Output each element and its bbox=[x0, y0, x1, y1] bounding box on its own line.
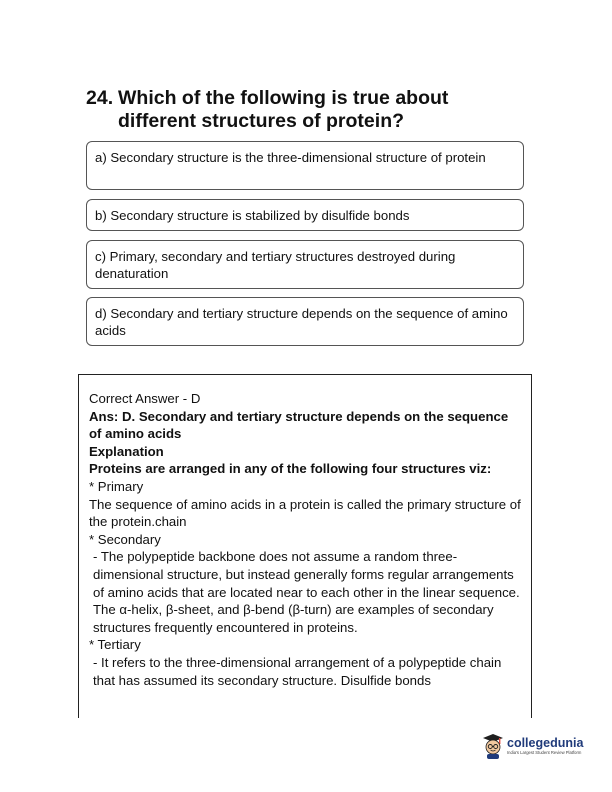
question-number: 24. bbox=[86, 87, 114, 109]
logo-tagline: India's Largest Student Review Platform bbox=[507, 750, 582, 755]
option-b-text: b) Secondary structure is stabilized by disulfide bonds bbox=[95, 208, 410, 223]
tertiary-heading: * Tertiary bbox=[89, 637, 141, 653]
option-d[interactable] bbox=[86, 297, 524, 346]
explanation-intro: Proteins are arranged in any of the following four structures viz: bbox=[89, 461, 492, 477]
option-c[interactable] bbox=[86, 240, 524, 289]
collegedunia-logo bbox=[482, 729, 602, 763]
explanation-heading: Explanation bbox=[89, 443, 164, 459]
answer-statement: Ans: D. Secondary and tertiary structure depends on the sequence of amino acids bbox=[89, 408, 509, 442]
option-c-text: c) Primary, secondary and tertiary structures destroyed during denaturation bbox=[95, 249, 456, 281]
secondary-text: - The polypeptide backbone does not assume a random three-dimensional structure, but instead generally forms regular arrangements of amino acids that are located near to each other in the linear sequence. The α-helix, β-sheet, and β-bend (β-turn) are examples of secondary structures frequently encountered in proteins. bbox=[93, 549, 520, 635]
question-heading bbox=[86, 87, 526, 133]
option-a[interactable] bbox=[86, 141, 524, 190]
correct-answer-line: Correct Answer - D bbox=[89, 391, 201, 406]
option-a-text: a) Secondary structure is the three-dimensional structure of protein bbox=[95, 150, 486, 165]
answer-panel bbox=[78, 374, 532, 718]
graduate-mascot-icon bbox=[482, 733, 504, 759]
option-b[interactable] bbox=[86, 199, 524, 231]
logo-wordmark: collegedunia bbox=[507, 736, 584, 750]
option-d-text: d) Secondary and tertiary structure depends on the sequence of amino acids bbox=[95, 306, 508, 338]
secondary-heading: * Secondary bbox=[89, 531, 161, 547]
primary-text: The sequence of amino acids in a protein is called the primary structure of the protein.chain bbox=[89, 496, 521, 530]
question-text: Which of the following is true about different structures of protein? bbox=[118, 87, 449, 132]
tertiary-text: - It refers to the three-dimensional arrangement of a polypeptide chain that has assumed its secondary structure. Disulfide bonds bbox=[93, 654, 502, 688]
primary-heading: * Primary bbox=[89, 478, 144, 494]
